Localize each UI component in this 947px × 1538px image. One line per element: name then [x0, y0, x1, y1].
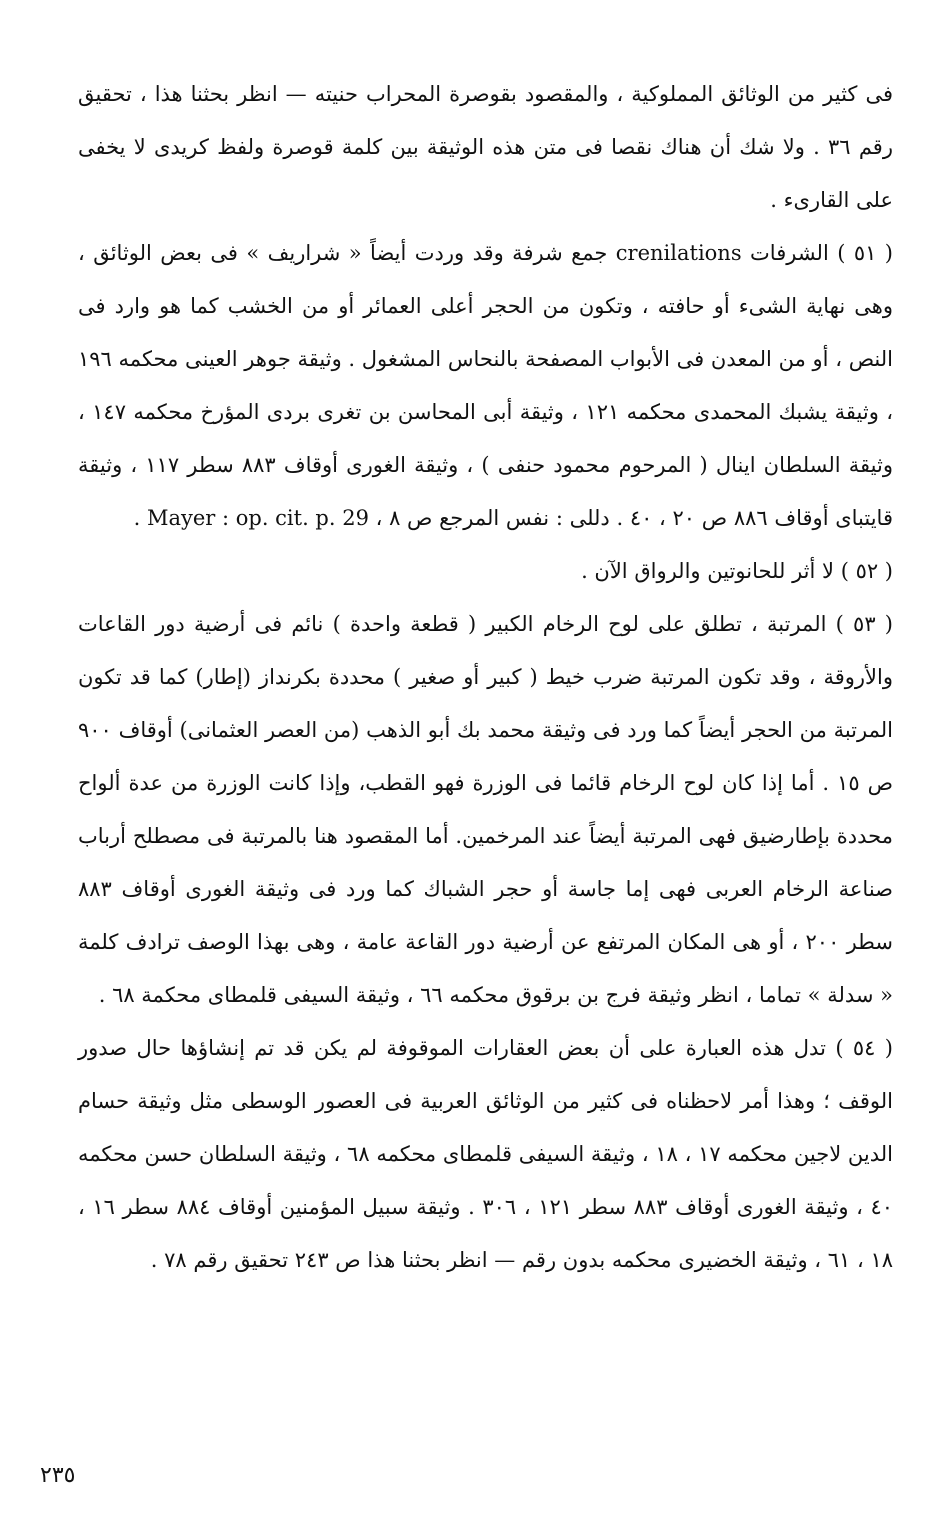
footnote-number: ( ٥٤ )	[835, 1036, 893, 1060]
footnote-text: تدل هذه العبارة على أن بعض العقارات الموقوفة لم يكن قد تم إنشاؤها حال صدور الوقف ؛ وهذا أمر لاحظناه فى كثير من الوثائق العربية فى العصور الوسطى مثل وثيقة حسام الدين لاجين محكمه ١٧ ، ١٨ ، وثيقة السيفى قلمطاى محكمه ٦٨ ، وثيقة السلطان حسن محكمه ٤٠ ، وثيقة الغورى أوقاف ٨٨٣ سطر ١٢١ ، ٣٠٦ . وثيقة سبيل المؤمنين أوقاف ٨٨٤ سطر ١٦ ، ١٨ ، ٦١ ، وثيقة الخضيرى محكمه بدون رقم — انظر بحثنا هذا ص ٢٤٣ تحقيق رقم ٧٨ .	[78, 1036, 894, 1272]
footnote-53	[78, 598, 893, 1022]
page-number: ٢٣٥	[40, 1463, 76, 1488]
continuation-text: فى كثير من الوثائق المملوكية ، والمقصود بقوصرة المحراب حنيته — انظر بحثنا هذا ، تحقيق رقم ٣٦ . ولا شك أن هناك نقصا فى متن هذه الوثيقة بين كلمة قوصرة ولفظ كريدى لا يخفى على القارىء .	[78, 82, 893, 212]
continuation-paragraph	[78, 68, 893, 227]
footnote-51	[78, 227, 893, 545]
footnote-number: ( ٥٣ )	[835, 612, 894, 636]
footnote-text: لا أثر للحانوتين والرواق الآن .	[581, 559, 834, 583]
document-page	[78, 68, 893, 1287]
footnote-52	[78, 545, 893, 598]
footnote-number: ( ٥٢ )	[840, 559, 893, 583]
footnote-text: المرتبة ، تطلق على لوح الرخام الكبير ( قطعة واحدة ) نائم فى أرضية دور القاعات والأروقة ، وقد تكون المرتبة ضرب خيط ( كبير أو صغير ) محددة بكرنداز (إطار) كما قد تكون المرتبة من الحجر أيضاً كما ورد فى وثيقة محمد بك أبو الذهب (من العصر العثمانى) أوقاف ٩٠٠ ص ١٥ . أما إذا كان لوح الرخام قائما فى الوزرة فهو القطب، وإذا كانت الوزرة من عدة ألواح محددة بإطارضيق فهى المرتبة أيضاً عند المرخمين. أما المقصود هنا بالمرتبة فى مصطلح أرباب صناعة الرخام العربى فهى إما جاسة أو حجر الشباك كما ورد فى وثيقة الغورى أوقاف ٨٨٣ سطر ٢٠٠ ، أو هى المكان المرتفع عن أرضية دور القاعة عامة ، وهى بهذا الوصف ترادف كلمة « سدلة » تماما ، انظر وثيقة فرج بن برقوق محكمه ٦٦ ، وثيقة السيفى قلمطاى محكمة ٦٨ .	[78, 612, 893, 1007]
footnote-54	[78, 1022, 893, 1287]
footnote-number: ( ٥١ )	[837, 241, 893, 265]
footnote-text: الشرفات crenilations جمع شرفة وقد وردت أيضاً « شراريف » فى بعض الوثائق ، وهى نهاية الشىء أو حافته ، وتكون من الحجر أعلى العمائر أو من الخشب كما هو وارد فى النص ، أو من المعدن فى الأبواب المصفحة بالنحاس المشغول . وثيقة جوهر العينى محكمه ١٩٦ ، وثيقة يشبك المحمدى محكمه ١٢١ ، وثيقة أبى المحاسن بن تغرى بردى المؤرخ محكمه ١٤٧ ، وثيقة السلطان اينال ( المرحوم محمود حنفى ) ، وثيقة الغورى أوقاف ٨٨٣ سطر ١١٧ ، وثيقة قايتباى أوقاف ٨٨٦ ص ٢٠ ، ٤٠ . دللى : نفس المرجع ص ٨ ، Mayer : op. cit. p. 29 .	[78, 241, 893, 530]
